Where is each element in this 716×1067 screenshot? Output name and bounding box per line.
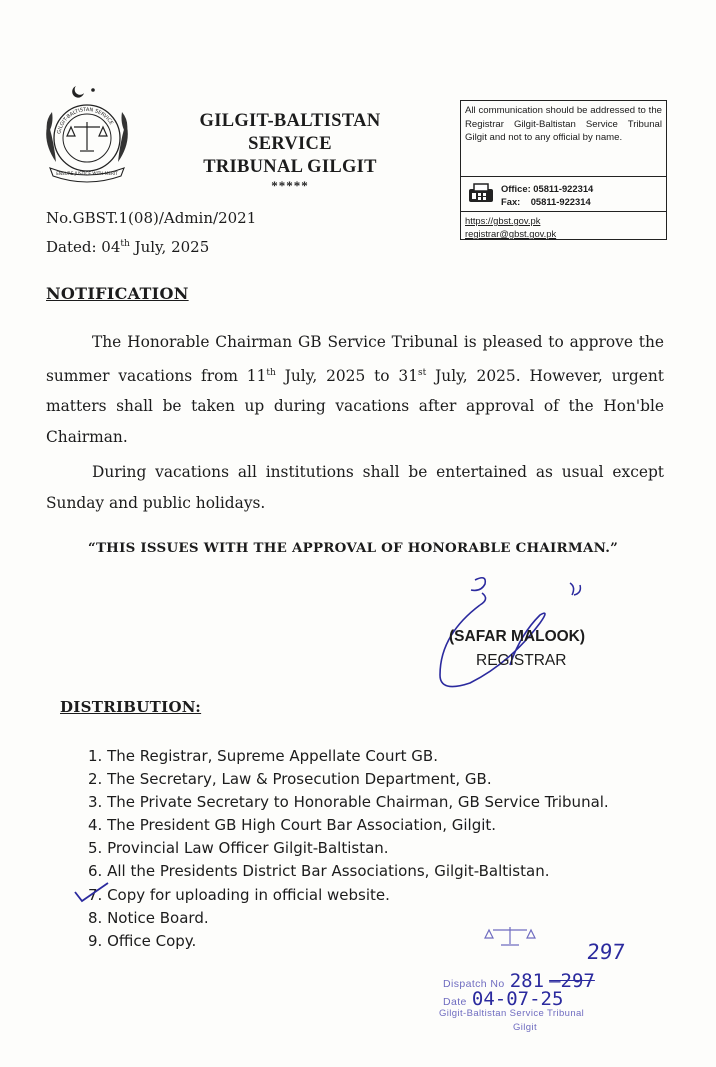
tribunal-emblem-logo <box>38 82 136 186</box>
crescent-icon <box>72 86 84 98</box>
list-item: 9. Office Copy. <box>88 931 197 950</box>
list-item: 8. Notice Board. <box>88 908 209 927</box>
date-label: Date <box>443 996 467 1008</box>
organization-name <box>156 110 424 193</box>
list-item: 3. The Private Secretary to Honorable Chairman, GB Service Tribunal. <box>88 793 609 812</box>
list-item: 1. The Registrar, Supreme Appellate Court GB. <box>88 747 438 765</box>
logo-motto: ENSURE JUSTICE WITH MERIT <box>56 171 118 176</box>
reference-block <box>46 205 256 260</box>
dispatch-stamp: 297 Dispatch No 281 —297 Date 04-07-25 Gilgit-Baltistan Service Tribunal Gilgit <box>425 920 640 1050</box>
list-item: 7. Copy for uploading in official website. <box>88 885 390 904</box>
stamp-city: Gilgit <box>513 1022 538 1033</box>
list-item: 2. The Secretary, Law & Prosecution Department, GB. <box>88 770 492 789</box>
dispatch-number: 281 <box>509 970 545 992</box>
fax-number: Fax: 05811-922314 <box>501 196 591 207</box>
signatory-title: REGISTRAR <box>476 652 567 669</box>
contact-info-box <box>460 100 667 240</box>
dispatch-number-correction: 297 <box>585 940 627 964</box>
org-line-1: GILGIT-BALTISTAN SERVICE <box>199 111 381 154</box>
checkmark-icon <box>72 880 112 904</box>
list-item: 6. All the Presidents District Bar Associations, Gilgit-Baltistan. <box>88 862 550 881</box>
office-phone: Office: 05811-922314 <box>501 183 594 194</box>
dispatch-label: Dispatch No <box>443 978 505 990</box>
notification-paragraph-2: During vacations all institutions shall be entertained as usual except Sunday and public holidays. <box>46 463 664 512</box>
notification-paragraph-1: The Honorable Chairman GB Service Tribunal is pleased to approve the summer vacations from 11th July, 2025 to 31st July, 2025. However, urgent matters shall be taken up during vacations after approval of the Hon'ble Chairman. <box>46 333 664 446</box>
signatory-name: (SAFAR MALOOK) <box>449 628 586 645</box>
scales-of-justice-icon <box>67 122 107 151</box>
correspondence-note: All communication should be addressed to the Registrar Gilgit-Baltistan Service Tribunal Gilgit and not to any official by name. <box>461 101 666 177</box>
list-item: 5. Provincial Law Officer Gilgit-Baltistan. <box>88 839 389 858</box>
dispatch-date: 04-07-25 <box>471 988 564 1010</box>
list-item: 4. The President GB High Court Bar Association, Gilgit. <box>88 816 497 835</box>
phone-fax-section <box>461 177 666 212</box>
reference-date: Dated: 04th July, 2025 <box>46 238 210 256</box>
org-stars: ***** <box>271 178 309 193</box>
fax-machine-icon <box>467 182 495 204</box>
approval-statement: “THIS ISSUES WITH THE APPROVAL OF HONORABLE CHAIRMAN.” <box>88 540 619 556</box>
email-link[interactable]: registrar@gbst.gov.pk <box>465 228 557 239</box>
website-link[interactable]: https://gbst.gov.pk <box>465 215 541 226</box>
reference-number: No.GBST.1(08)/Admin/2021 <box>46 209 257 227</box>
contact-links <box>461 212 666 242</box>
stamp-organization: Gilgit-Baltistan Service Tribunal <box>439 1008 585 1019</box>
org-line-2: TRIBUNAL GILGIT <box>203 157 377 177</box>
notification-heading: NOTIFICATION <box>46 284 189 303</box>
logo-ring-text: GILGIT-BALTISTAN SERVICE <box>56 106 115 135</box>
distribution-heading: DISTRIBUTION: <box>60 698 202 716</box>
stamp-scales-icon <box>475 924 545 948</box>
